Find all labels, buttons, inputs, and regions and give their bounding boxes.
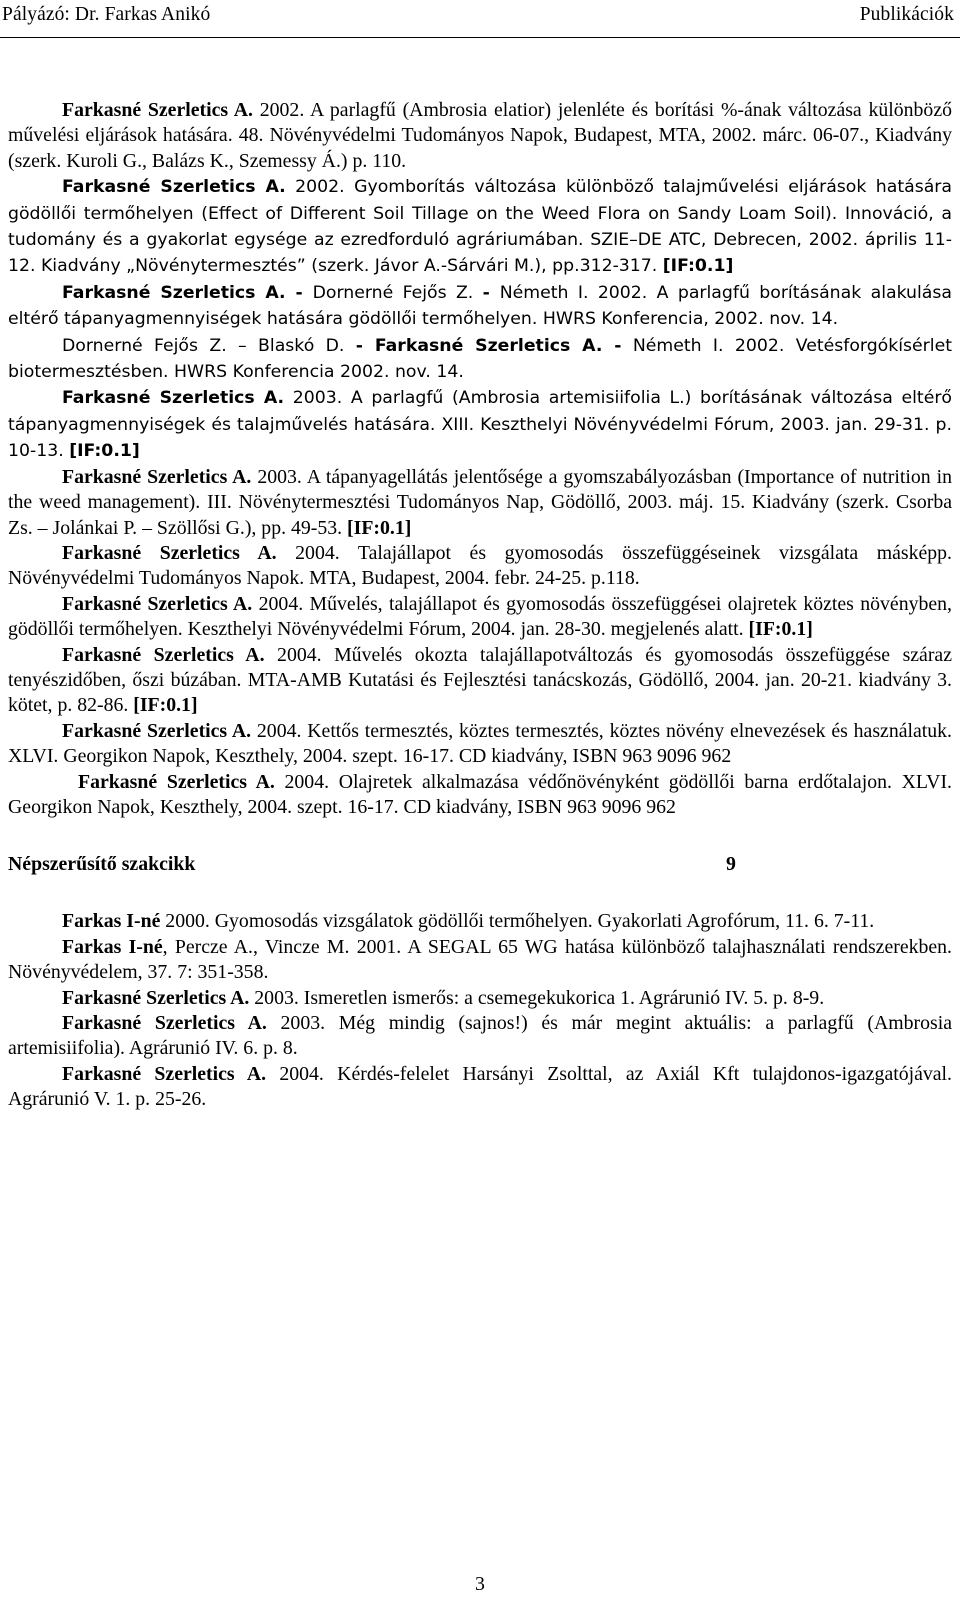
entry-text: Németh I. 2002. A parlagfű borításának alakulása eltérő tápanyagmennyiségek hatására gödöllői termőhelyen. HWRS Konferencia, 2002. nov. 14. — [8, 282, 952, 330]
entry-emphasis: Farkasné Szerletics A. — [78, 770, 275, 793]
publication-entry — [8, 385, 952, 464]
section-count: 9 — [726, 853, 736, 876]
entry-text: Dornerné Fejős Z. – Blaskó D. — [62, 335, 356, 356]
header-applicant: Pályázó: Dr. Farkas Anikó — [2, 4, 211, 25]
entry-text: Németh I. 2002. Vetésforgókísérlet biotermesztésben. HWRS Konferencia 2002. nov. 14. — [8, 335, 952, 383]
entry-text: 2000. Gyomosodás vizsgálatok gödöllői termőhelyen. Gyakorlati Agrofórum, 11. 6. 7-11. — [160, 910, 875, 933]
publication-entry — [8, 986, 952, 1011]
entry-emphasis: Farkasné Szerletics A. — [62, 592, 253, 615]
page-header — [0, 0, 960, 40]
entry-text: 2003. A parlagfű (Ambrosia artemisiifolia L.) borításának változása eltérő tápanyagmennyiségek és talajművelés hatására. XIII. Keszthelyi Növényvédelmi Fórum, 2003. jan. 29-31. p. 10-13. — [8, 388, 952, 462]
publication-entry — [8, 643, 952, 719]
entry-emphasis: - Farkasné Szerletics A. - — [355, 335, 622, 356]
entry-emphasis: Farkasné Szerletics A. — [62, 177, 286, 198]
publication-entry — [8, 592, 952, 643]
entry-text: , Percze A., Vincze M. 2001. A SEGAL 65 WG hatása különböző talajhasználati rendszerekben. Növényvédelem, 37. 7: 351-358. — [8, 935, 952, 984]
publication-entry — [8, 98, 952, 174]
entry-emphasis: Farkasné Szerletics A. — [62, 465, 252, 488]
entry-text: 2004. Kérdés-felelet Harsányi Zsolttal, az Axiál Kft tulajdonos-igazgatójával. Agrárunió V. 1. p. 25-26. — [8, 1062, 952, 1111]
publication-list — [8, 98, 952, 1113]
entry-text: 2003. Ismeretlen ismerős: a csemegekukorica 1. Agrárunió IV. 5. p. 8-9. — [249, 986, 825, 1009]
entry-emphasis: - — [482, 282, 500, 303]
publication-entry — [8, 1011, 952, 1062]
publication-entry — [8, 465, 952, 541]
popular-articles — [8, 909, 952, 1112]
entry-emphasis: Farkasné Szerletics A. — [62, 986, 250, 1009]
entry-text: 2003. Még mindig (sajnos!) és már megint aktuális: a parlagfű (Ambrosia artemisiifolia). Agrárunió IV. 6. p. 8. — [8, 1012, 952, 1060]
header-rule — [0, 37, 960, 38]
entry-emphasis: [IF:0.1] — [133, 694, 198, 717]
publication-entry — [8, 1062, 952, 1113]
entry-emphasis: Farkas I-né — [62, 910, 161, 933]
entry-emphasis: Farkasné Szerletics A. — [62, 388, 285, 409]
entry-text: 2004. Művelés, talajállapot és gyomosodás összefüggései olajretek köztes növényben, gödöllői termőhelyen. Keszthelyi Növényvédelmi Fórum, 2004. jan. 28-30. megjelenés alatt. — [8, 592, 952, 641]
publication-entry — [8, 770, 952, 821]
page-number: 3 — [475, 1573, 485, 1595]
entry-emphasis: [IF:0.1] — [347, 516, 412, 539]
entry-emphasis: Farkasné Szerletics A. — [62, 1012, 267, 1034]
publication-entry — [8, 541, 952, 592]
section-title: Népszerűsítő szakcikk — [8, 853, 196, 876]
entry-emphasis: - — [285, 282, 313, 303]
entry-emphasis: [IF:0.1] — [748, 618, 813, 641]
publication-entry — [8, 174, 952, 280]
publication-entry — [8, 909, 952, 934]
publication-entry — [8, 719, 952, 770]
header-section: Publikációk — [859, 4, 954, 25]
entry-emphasis: Farkasné Szerletics A. — [62, 1062, 267, 1085]
entry-text: Dornerné Fejős Z. — [312, 282, 483, 303]
conference-publications — [8, 98, 952, 820]
entry-emphasis: Farkas I-né — [62, 935, 163, 958]
publication-entry — [8, 280, 952, 333]
entry-text: 2003. A tápanyagellátás jelentősége a gyomszabályozásban (Importance of nutrition in the weed management). III. Növénytermesztési Tudományos Nap, Gödöllő, 2003. máj. 15. Kiadvány (szerk. Csorba Zs. – Jolánkai P. – Szöllősi G.), pp. 49-53. — [8, 465, 952, 539]
entry-text: 2004. Művelés okozta talajállapotváltozás és gyomosodás összefüggése száraz tenyészidőben, őszi búzában. MTA-AMB Kutatási és Fejlesztési tanácskozás, Gödöllő, 2004. jan. 20-21. kiadvány 3. kötet, p. 82-86. — [8, 643, 952, 717]
entry-emphasis: [IF:0.1] — [69, 441, 140, 462]
entry-emphasis: Farkasné Szerletics A. — [62, 282, 286, 303]
entry-text: 2002. Gyomborítás változása különböző talajművelési eljárások hatására gödöllői termőhelyen (Effect of Different Soil Tillage on the Weed Flora on Sandy Loam Soil). Innováció, a tudomány és a gyakorlat egysége az ezredforduló agráriumában. SZIE–DE ATC, Debrecen, 2002. április 11-12. Kiadvány „Növénytermesztés” (szerk. Jávor A.-Sárvári M.), pp.312-317. — [8, 177, 953, 277]
entry-emphasis: Farkasné Szerletics A. — [62, 719, 252, 742]
section-heading — [8, 853, 952, 877]
entry-emphasis: Farkasné Szerletics A. — [62, 643, 265, 666]
entry-emphasis: [IF:0.1] — [662, 256, 734, 277]
entry-text: 2004. Olajretek alkalmazása védőnövényként gödöllői barna erdőtalajon. XLVI. Georgikon Napok, Keszthely, 2004. szept. 16-17. CD kiadvány, ISBN 963 9096 962 — [8, 770, 952, 818]
entry-text: 2002. A parlagfű (Ambrosia elatior) jelenléte és borítási %-ának változása különböző művelési eljárások hatására. 48. Növényvédelmi Tudományos Napok, Budapest, MTA, 2002. márc. 06-07., Kiadvány (szerk. Kuroli G., Balázs K., Szemessy Á.) p. 110. — [8, 99, 952, 172]
entry-text: 2004. Talajállapot és gyomosodás összefüggéseinek vizsgálata másképp. Növényvédelmi Tudományos Napok. MTA, Budapest, 2004. febr. 24-25. p.118. — [8, 541, 952, 590]
entry-emphasis: Farkasné Szerletics A. — [62, 541, 277, 564]
entry-text: 2004. Kettős termesztés, köztes termesztés, köztes növény elnevezések és használatuk. XLVI. Georgikon Napok, Keszthely, 2004. szept. 16-17. CD kiadvány, ISBN 963 9096 962 — [8, 719, 952, 768]
publication-entry — [8, 935, 952, 986]
entry-emphasis: Farkasné Szerletics A. — [62, 99, 253, 121]
publication-entry — [8, 333, 952, 386]
